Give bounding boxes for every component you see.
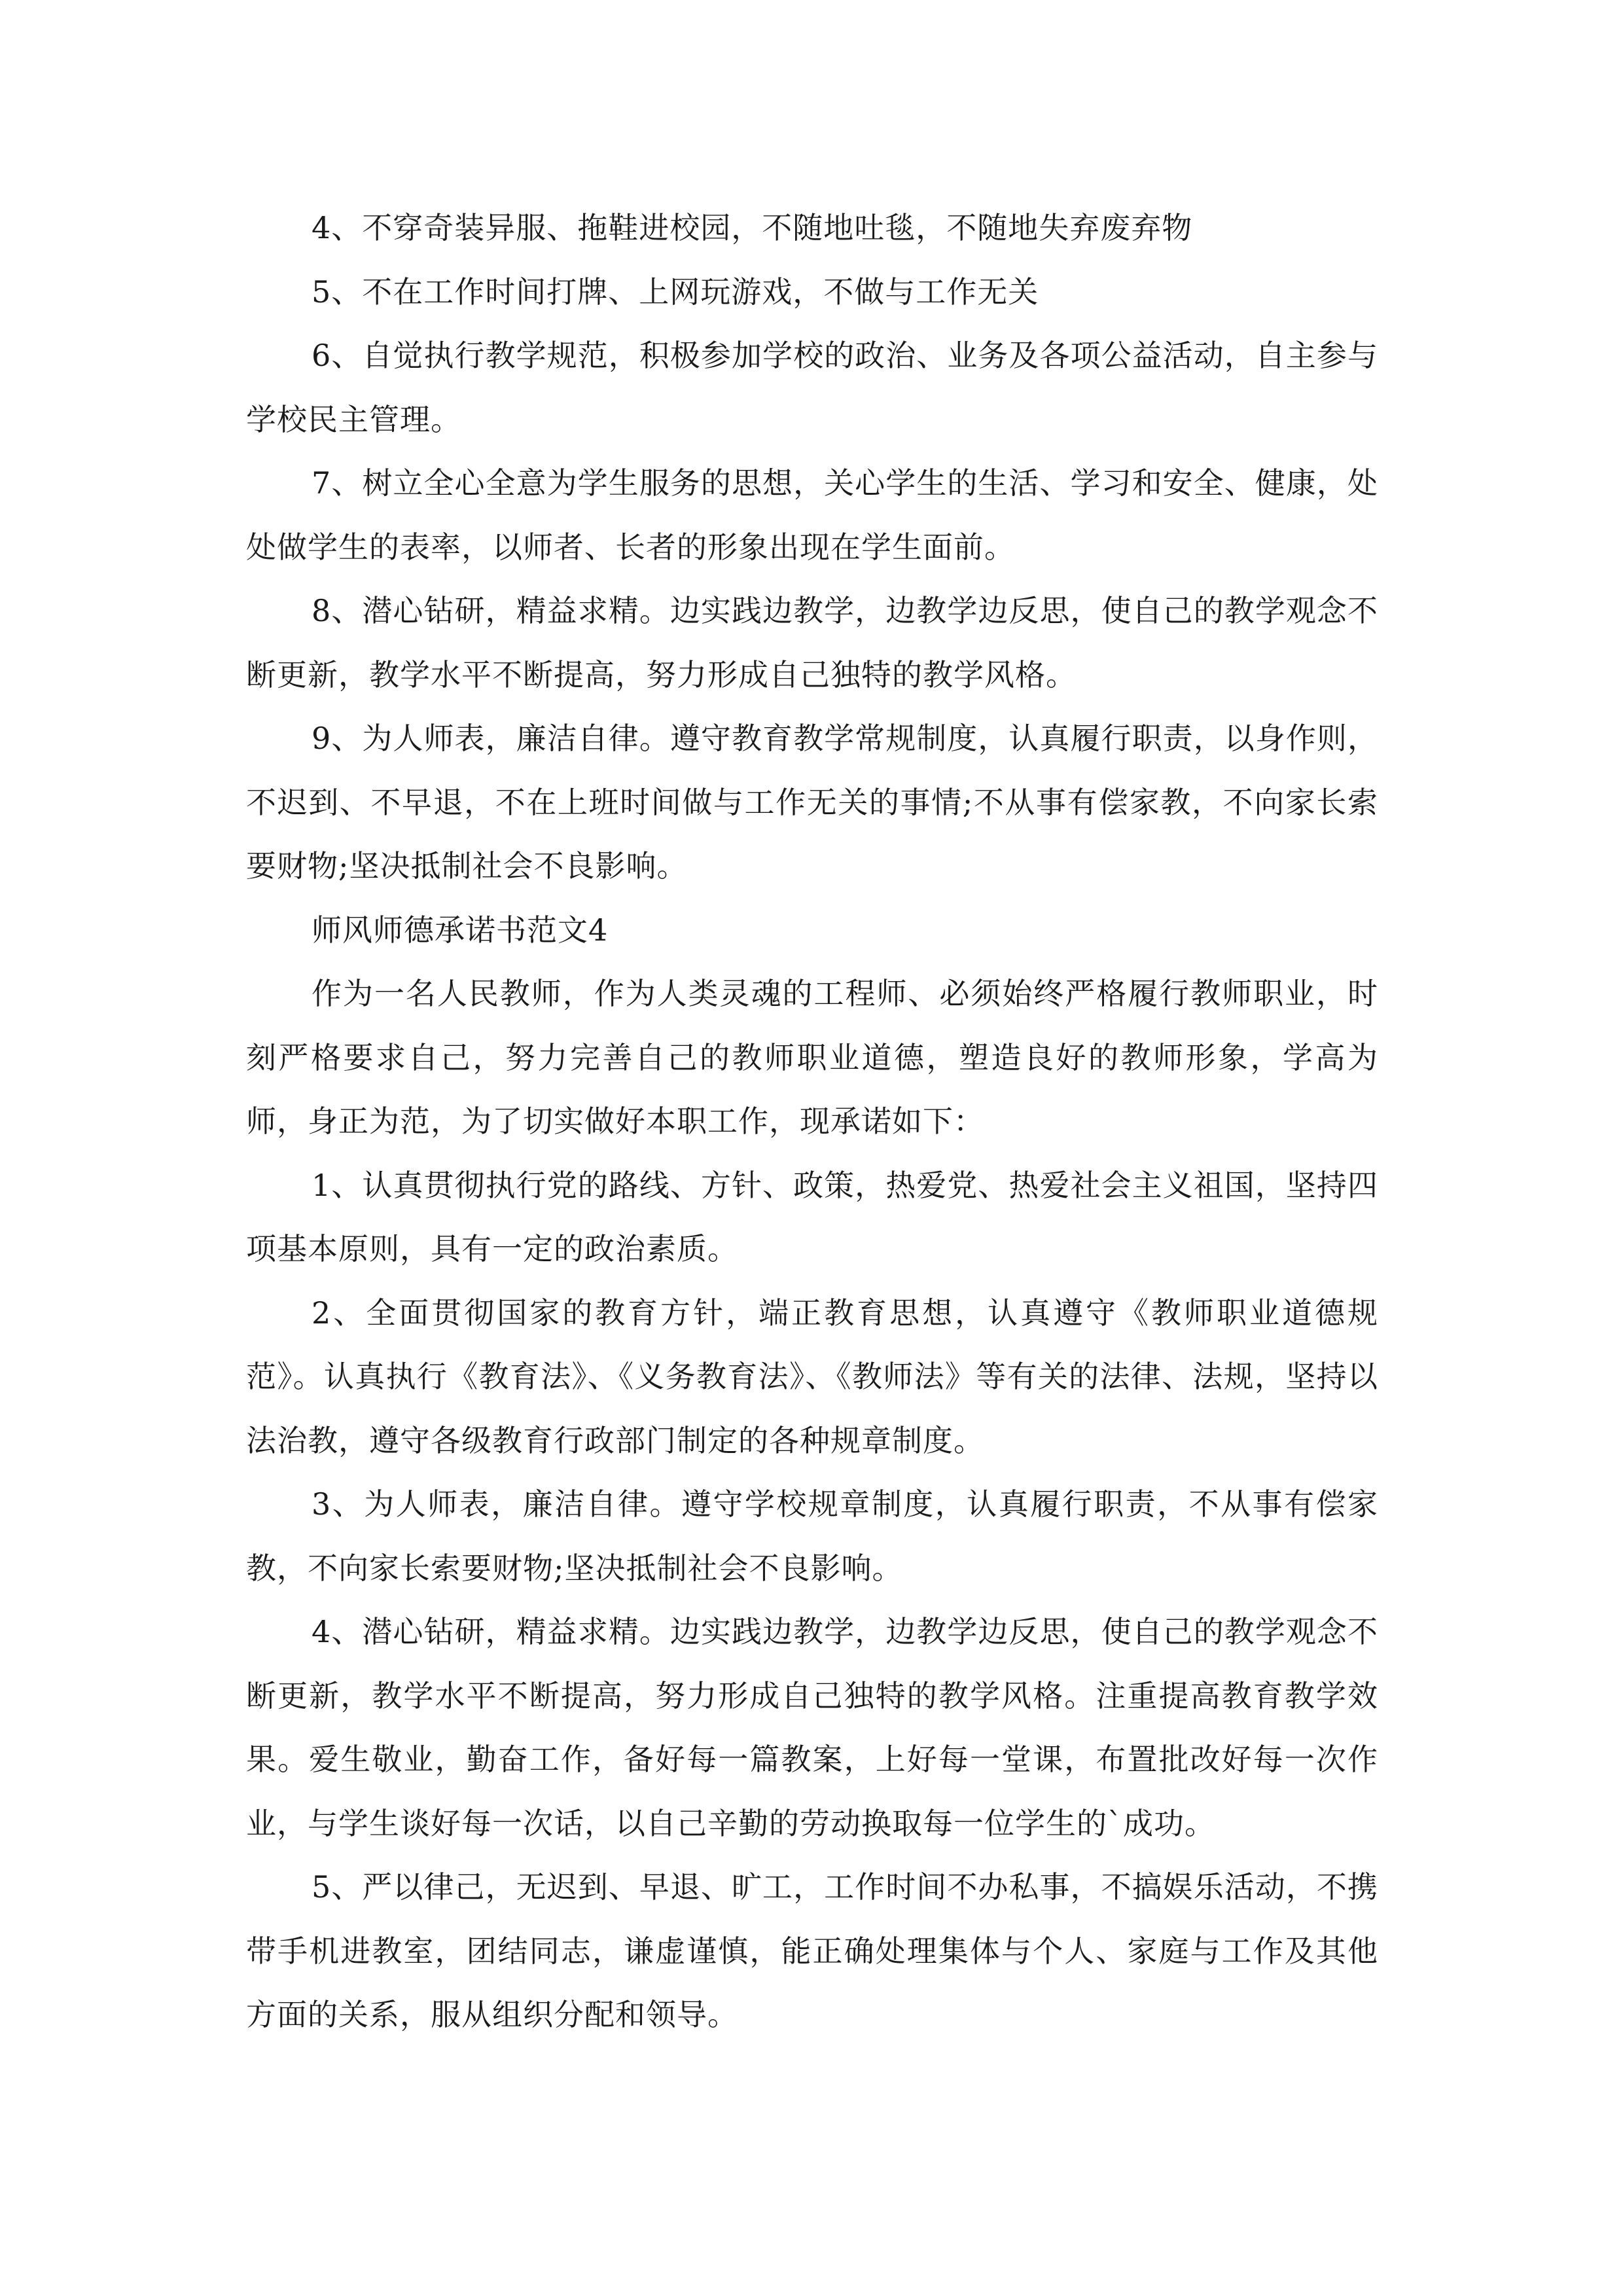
intro-paragraph: 作为一名人民教师，作为人类灵魂的工程师、必须始终严格履行教师职业，时刻严格要求自己，努力完善自己的教师职业道德，塑造良好的教师形象，学高为师，身正为范，为了切实做好本职工作，现承诺如下：	[246, 976, 1378, 1139]
rule-item-4: 4、不穿奇装异服、拖鞋进校园，不随地吐毯，不随地失弃废弃物	[312, 210, 1193, 245]
rule-item-9: 9、为人师表，廉洁自律。遵守教育教学常规制度，认真履行职责，以身作则，不迟到、不早退，不在上班时间做与工作无关的事情;不从事有偿家教，不向家长索要财物;坚决抵制社会不良影响。	[246, 721, 1378, 884]
rule-item-7: 7、树立全心全意为学生服务的思想，关心学生的生活、学习和安全、健康，处处做学生的表率，以师者、长者的形象出现在学生面前。	[246, 465, 1378, 565]
document-body	[246, 196, 1378, 2047]
pledge-item-2: 2、全面贯彻国家的教育方针，端正教育思想，认真遵守《教师职业道德规范》。认真执行《教育法》、《义务教育法》、《教师法》等有关的法律、法规，坚持以法治教，遵守各级教育行政部门制定的各种规章制度。	[246, 1295, 1378, 1458]
rule-item-8: 8、潜心钻研，精益求精。边实践边教学，边教学边反思，使自己的教学观念不断更新，教学水平不断提高，努力形成自己独特的教学风格。	[246, 593, 1378, 692]
pledge-item-3: 3、为人师表，廉洁自律。遵守学校规章制度，认真履行职责，不从事有偿家教，不向家长索要财物;坚决抵制社会不良影响。	[246, 1486, 1378, 1586]
pledge-item-5: 5、严以律己，无迟到、早退、旷工，工作时间不办私事，不搞娱乐活动，不携带手机进教室，团结同志，谦虚谨慎，能正确处理集体与个人、家庭与工作及其他方面的关系，服从组织分配和领导。	[246, 1869, 1378, 2032]
pledge-item-4: 4、潜心钻研，精益求精。边实践边教学，边教学边反思，使自己的教学观念不断更新，教学水平不断提高，努力形成自己独特的教学风格。注重提高教育教学效果。爱生敬业，勤奋工作，备好每一篇教案，上好每一堂课，布置批改好每一次作业，与学生谈好每一次话，以自己辛勤的劳动换取每一位学生的`成功。	[246, 1614, 1378, 1841]
section-heading: 师风师德承诺书范文4	[312, 912, 609, 948]
rule-item-5: 5、不在工作时间打牌、上网玩游戏，不做与工作无关	[312, 274, 1039, 310]
pledge-item-1: 1、认真贯彻执行党的路线、方针、政策，热爱党、热爱社会主义祖国，坚持四项基本原则，具有一定的政治素质。	[246, 1167, 1378, 1266]
rule-item-6: 6、自觉执行教学规范，积极参加学校的政治、业务及各项公益活动，自主参与学校民主管理。	[246, 338, 1378, 437]
